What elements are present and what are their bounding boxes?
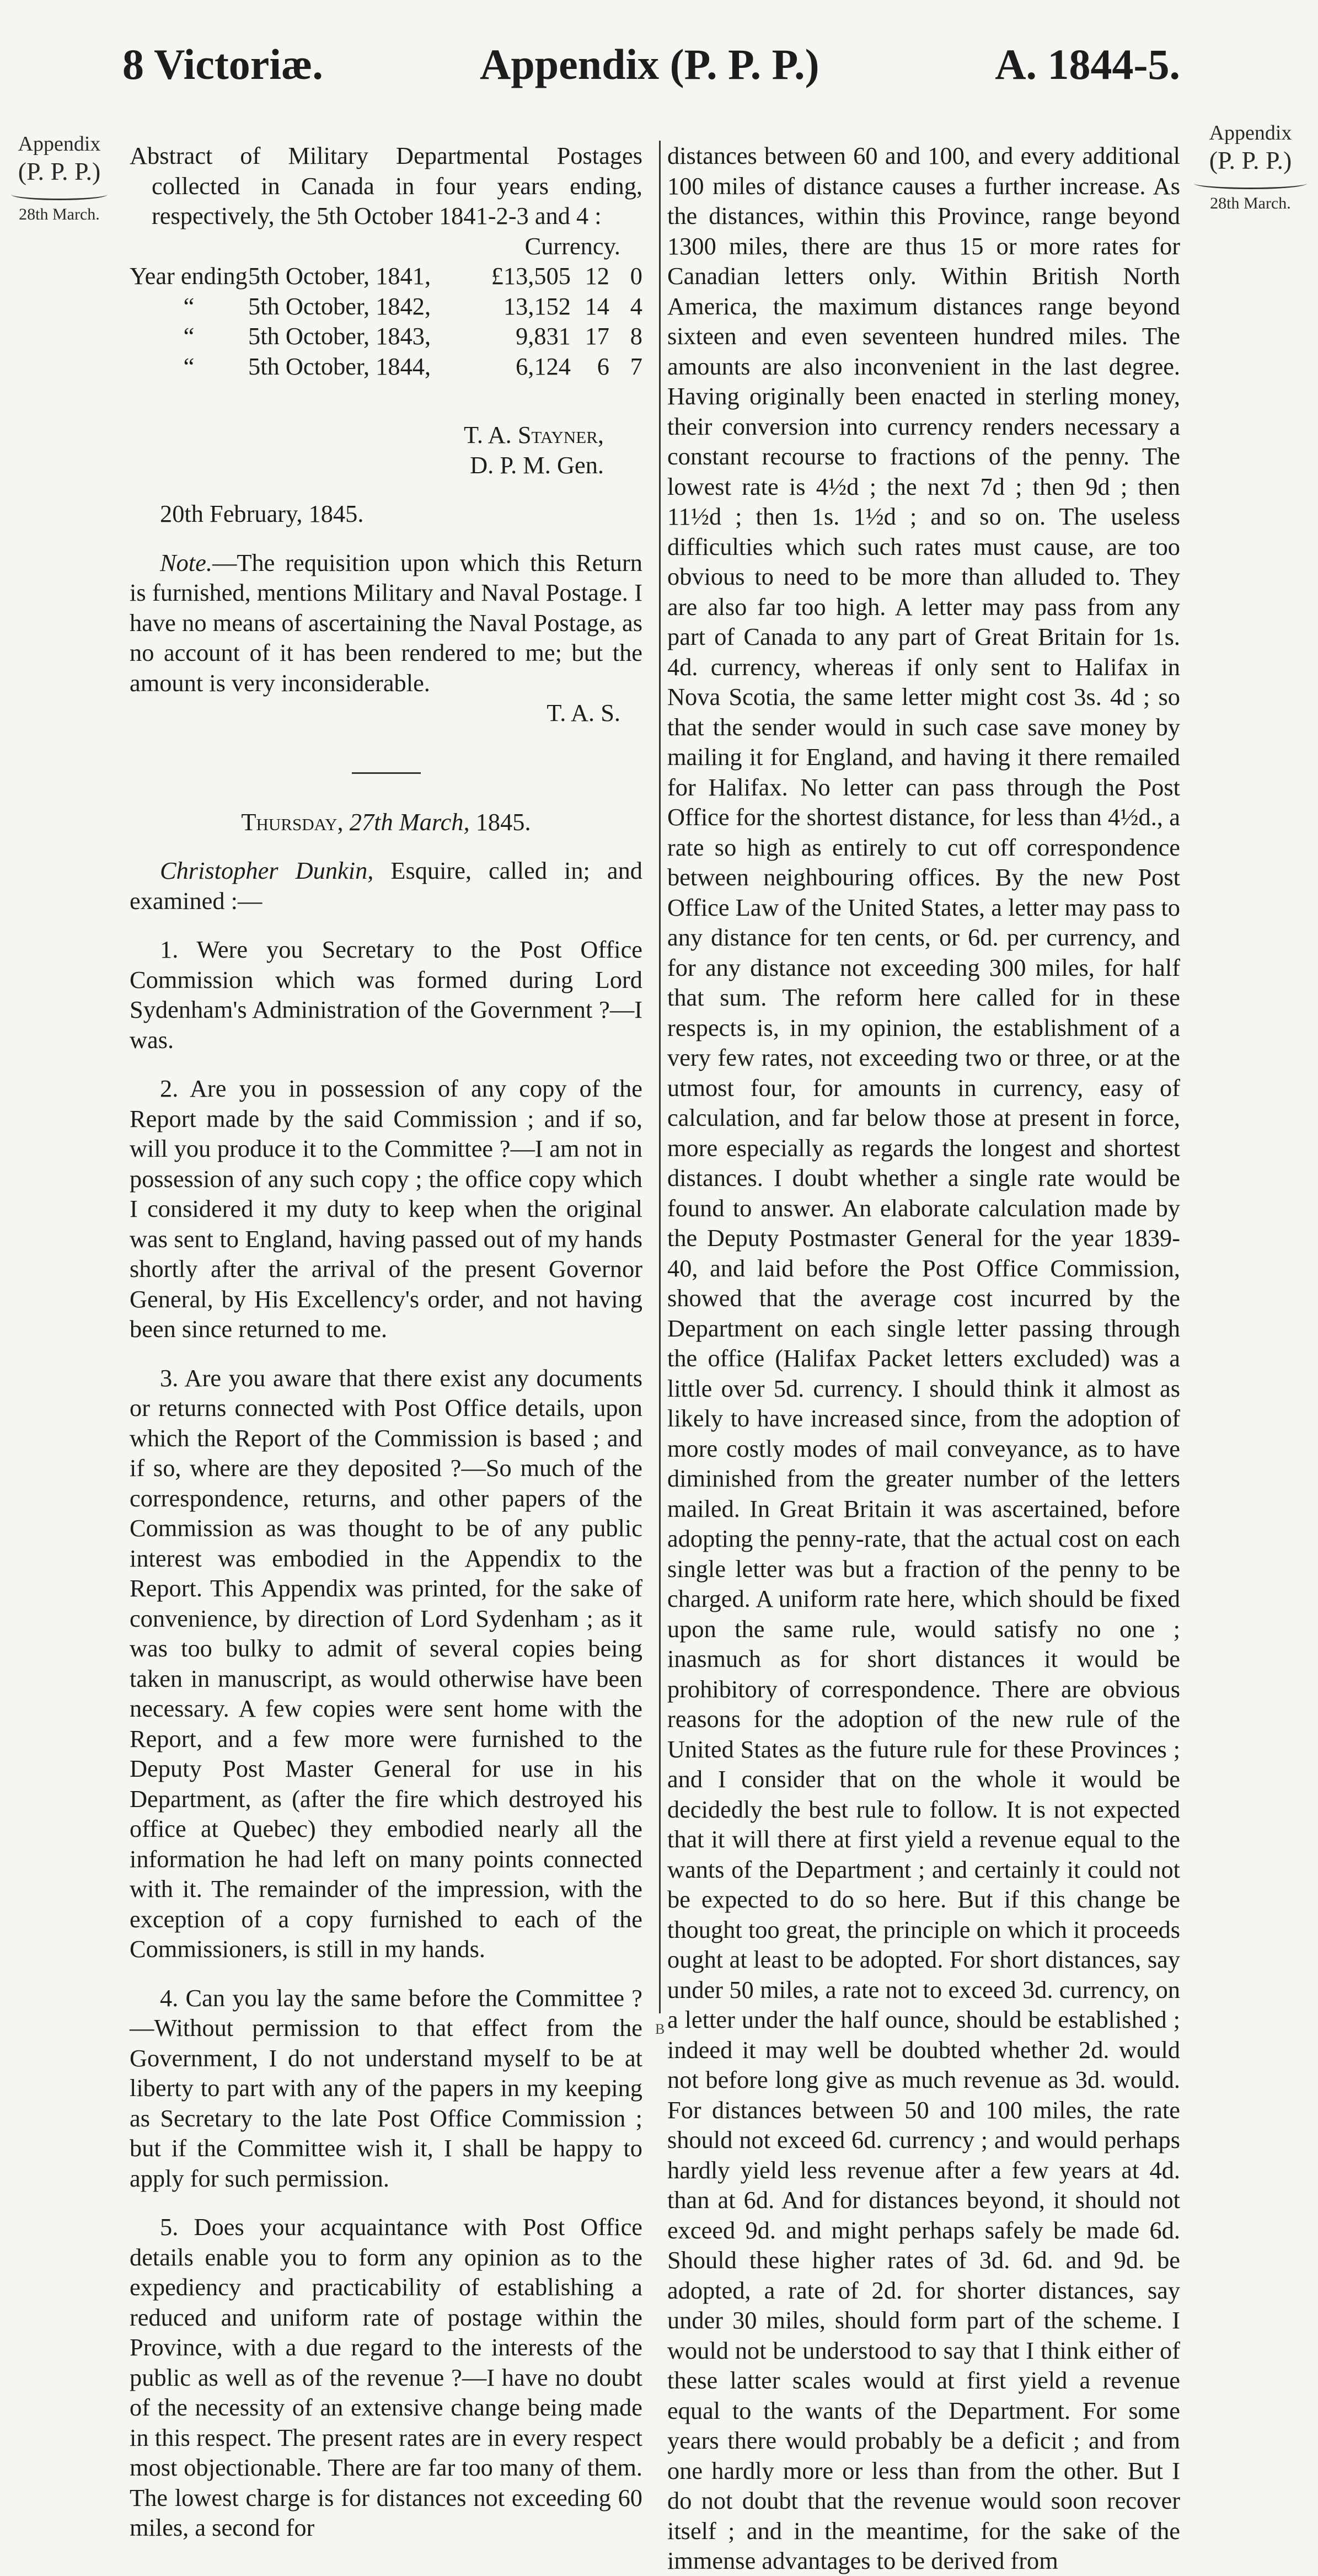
- question-3: 3. Are you aware that there exist any documents or returns connected with Post Office details, upon which the Report of the Commission is based ; and if so, where are they deposited ?—So much of the correspondence, returns, and other papers of the Commission as was thought to be of any public interest was embodied in the Appendix to the Report. This Appendix was printed, for the sake of convenience, by direction of Lord Sydenham ; as it was too bulky to admit of several copies being taken in manuscript, as would otherwise have been necessary. A few copies were sent home with the Report, and a few more were furnished to the Deputy Post Master General for use in his Department, as (after the fire which destroyed his office at Quebec) they embodied nearly all the information he had left on many points connected with it. The remainder of the impression, with the exception of a copy furnished to each of the Commissioners, is still in my hands.: [130, 1364, 642, 1963]
- session-heading: [130, 807, 642, 837]
- right-column: [667, 141, 1180, 2576]
- table-row: “ 5th October, 1843, 9,831 17 8: [183, 322, 642, 350]
- note-label: Note.: [160, 548, 212, 576]
- running-header-year: A. 1844-5.: [995, 40, 1180, 88]
- return-date: 20th February, 1845.: [160, 500, 364, 527]
- witness-intro: [130, 856, 642, 916]
- margin-date: 28th March.: [19, 205, 100, 223]
- margin-date: 28th March.: [1210, 194, 1291, 212]
- margin-appendix-label: Appendix: [1209, 121, 1292, 145]
- left-margin-note: [0, 131, 119, 225]
- note-initials: T. A. S.: [547, 699, 620, 726]
- left-column: [130, 141, 642, 2543]
- signature-title: D. P. M. Gen.: [470, 451, 604, 479]
- margin-brace: [11, 189, 108, 200]
- signature-mark: B: [655, 2021, 665, 2037]
- column-divider: [659, 141, 661, 2013]
- table-row: “ 5th October, 1844, 6,124 6 7: [183, 352, 642, 380]
- postage-table: [130, 231, 642, 382]
- section-rule: [352, 772, 421, 774]
- table-row: “ 5th October, 1842, 13,152 14 4: [183, 292, 642, 320]
- margin-appendix-label: Appendix: [18, 132, 101, 156]
- session-date: 27th March,: [349, 808, 470, 836]
- witness-text: Esquire, called in; and examined :—: [130, 857, 642, 915]
- question-2: 2. Are you in possession of any copy of the Report made by the said Commission ; and if so, will you produce it to the Committee ?—I am not in possession of any such copy ; the office copy which I considered it my duty to keep when the original was sent to England, having passed out of my hands shortly after the arrival of the present Governor General, by His Excellency's order, and not having been since returned to me.: [130, 1075, 642, 1343]
- margin-ppp-label: (P. P. P.): [18, 157, 101, 185]
- right-margin-note: [1183, 120, 1318, 213]
- running-header-appendix: Appendix (P. P. P.): [480, 40, 819, 88]
- question-5: 5. Does your acquaintance with Post Office details enable you to form any opinion as to the expediency and practicability of establishing a reduced and uniform rate of postage within the Province, with a due regard to the interests of the public as well as of the revenue ?—I have no doubt of the necessity of an extensive change being made in this respect. The present rates are in every respect most objectionable. There are far too many of them. The lowest charge is for distances not exceeding 60 miles, a second for: [130, 2213, 642, 2541]
- answer-5-continued: distances between 60 and 100, and every additional 100 miles of distance causes a further increase. As the distances, within this Province, range beyond 1300 miles, there are thus 15 or more rates for Canadian letters only. Within British North America, the maximum distances range beyond sixteen and even seventeen hundred miles. The amounts are also inconvenient in the last degree. Having originally been enacted in sterling money, their conversion into currency renders necessary a constant recourse to fractions of the penny. The lowest rate is 4½d ; the next 7d ; then 9d ; then 11½d ; then 1s. 1½d ; and so on. The useless difficulties which such rates must cause, are too obvious to need to be more than alluded to. They are also far too high. A letter may pass from any part of Canada to any part of Great Britain for 1s. 4d. currency, whereas if only sent to Halifax in Nova Scotia, the same letter might cost 3s. 4d ; so that the sender would in such case save money by mailing it for England, and having it there remailed for Halifax. No letter can pass through the Post Office for the shortest distance, for less than 4½d., a rate so high as entirely to cut off correspondence between neighbouring offices. By the new Post Office Law of the United States, a letter may pass to any distance for ten cents, or 6d. per currency, and for any distance not exceeding 300 miles, for half that sum. The reform here called for in these respects is, in my opinion, the establishment of a very few rates, not exceeding two or three, or at the utmost four, for amounts in currency, easy of calculation, and far below those at present in force, more especially as regards the longest and shortest distances. I doubt whether a single rate would be found to answer. An elaborate calculation made by the Deputy Postmaster General for the year 1839-40, and laid before the Post Office Commission, showed that the average cost incurred by the Department on each single letter passing through the office (Halifax Packet letters excluded) was a little over 5d. currency. I should think it almost as likely to have increased since, from the adoption of more costly modes of mail conveyance, as to have diminished from the greater number of the letters mailed. In Great Britain it was ascertained, before adopting the penny-rate, that the actual cost on each single letter was but a fraction of the penny to be charged. A uniform rate here, which should be fixed upon the same rule, would satisfy no one ; inasmuch as for short distances it would be prohibitory of correspondence. There are obvious reasons for the adoption of the new rule of the United States as the future rule for these Provinces ; and I consider that on the whole it would be decidedly the best rule to follow. It is not expected that it will there at first yield a revenue equal to the wants of the Department ; and certainly it could not be expected to do so here. But if this change be thought too great, the principle on which it proceeds ought at least to be adopted. For short distances, say under 50 miles, a rate not to exceed 3d. currency, on a letter under the half ounce, should be established ; indeed it may well be doubted whether 2d. would not before long give as much revenue as 3d. would. For distances between 50 and 100 miles, the rate should not exceed 6d. currency ; and would perhaps hardly yield less revenue after a few years at 4d. than at 6d. And for distances beyond, it should not exceed 9d. and might perhaps safely be made 6d. Should these higher rates of 3d. 6d. and 9d. be adopted, a rate of 2d. for shorter distances, say under 30 miles, should form part of the scheme. I would not be understood to say that I think either of these latter scales would at first yield a revenue equal to the wants of the Department. For some years there would probably be a deficit ; and from one hardly more or less than from the other. But I do not doubt that the revenue would soon recover itself ; and in the meantime, for the sake of the immense advantages to be derived from: [667, 142, 1180, 2574]
- margin-brace: [1194, 178, 1307, 189]
- running-header-session: 8 Victoriæ.: [122, 40, 323, 88]
- note-text: —The requisition upon which this Return is furnished, mentions Military and Naval Postage. I have no means of ascertaining the Naval Postage, as no account of it has been rendered to me; but the amount is very inconsiderable.: [130, 548, 642, 697]
- question-1: 1. Were you Secretary to the Post Office Commission which was formed during Lord Sydenham's Administration of the Government ?—I was.: [130, 936, 642, 1054]
- note-paragraph: [130, 548, 642, 698]
- session-year: 1845.: [475, 808, 531, 836]
- signature-name: T. A. Stayner,: [464, 421, 604, 448]
- question-4: 4. Can you lay the same before the Committee ?—Without permission to that effect from the Government, I do not understand myself to be at liberty to part with any of the papers in my keeping as Secretary to the late Post Office Commission ; but if the Committee wish it, I shall be happy to apply for such permission.: [130, 1984, 642, 2192]
- session-day: Thursday,: [241, 808, 344, 836]
- witness-name: Christopher Dunkin,: [160, 857, 374, 884]
- table-header-row: [130, 231, 642, 261]
- abstract-title: Abstract of Military Departmental Postages collected in Canada in four years ending, respectively, the 5th October 1841-2-3 and 4 :: [130, 142, 642, 229]
- margin-ppp-label: (P. P. P.): [1209, 146, 1292, 174]
- table-row: Year ending 5th October, 1841, £13,505 12 0: [130, 262, 642, 290]
- currency-header: Currency.: [524, 232, 620, 260]
